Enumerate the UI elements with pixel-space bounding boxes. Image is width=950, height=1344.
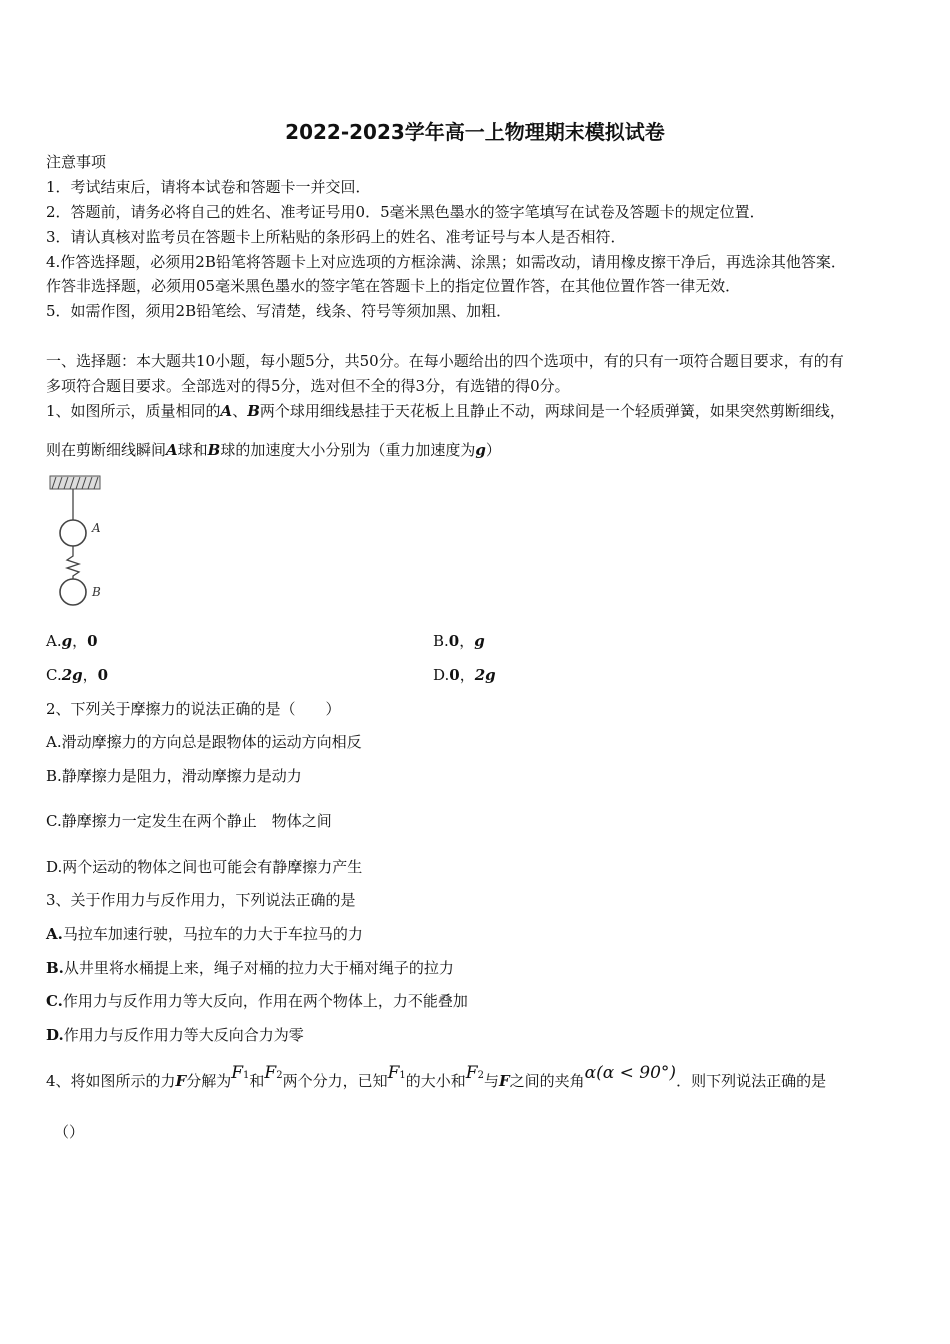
option-text: 马拉车加速行驶，马拉车的力大于车拉马的力 [62,925,363,943]
q1-text-post: 两个球用细线悬挂于天花板上且静止不动，两球间是一个轻质弹簧，如果突然剪断细线， [259,402,845,420]
option-key: B. [46,959,64,977]
q4-f1b [388,1063,406,1083]
option-value: 2g [61,666,83,684]
f1-symbol: F [231,1063,244,1083]
q2-option-d: D.两个运动的物体之间也可能会有静摩擦力产生 [46,858,363,876]
q1-text2-mid: 球和 [177,441,208,459]
notice-item-1: 1．考试结束后，请将本试卷和答题卡一并交回． [46,178,371,196]
q1-option-a [46,631,98,651]
option-value: 0 [449,666,460,684]
q1-text2: 则在剪断细线瞬间 [46,441,167,459]
notice-item-3: 3．请认真核对监考员在答题卡上所粘贴的条形码上的姓名、准考证号与本人是否相符． [46,228,626,246]
option-key: B. [433,632,449,650]
q1-text: 1、如图所示，质量相同的 [46,402,221,420]
q1-ball-a2: A [166,441,178,459]
option-value: 0 [448,632,460,650]
q4-text: 两个分力，已知 [282,1072,388,1090]
option-text: 从井里将水桶提上来，绳子对桶的拉力大于桶对绳子的拉力 [63,959,454,977]
option-key: A. [46,632,62,650]
q4-text: 分解为 [186,1072,232,1090]
f2-symbol: F [264,1063,277,1083]
q4-text: 之间的夹角 [509,1072,585,1090]
f1-subscript: 1 [243,1070,250,1081]
q1-option-d [433,665,496,685]
q1-ball-b: B [247,402,260,420]
option-sep: ， [82,666,98,684]
q1-sep: 、 [232,402,248,420]
option-key: D. [46,1026,64,1044]
f2-subscript: 2 [276,1070,283,1081]
notice-item-5: 5．如需作图，须用2B铅笔绘、写清楚，线条、符号等须加黑、加粗． [46,302,512,320]
q4-text: ．则下列说法正确的是 [676,1072,827,1090]
option-key: A. [46,925,63,943]
option-key: C. [46,992,63,1010]
ceiling-hatch [50,476,100,489]
f1-symbol: F [387,1063,400,1083]
option-value: 0 [87,632,98,650]
option-sep: ， [459,632,475,650]
spring-balls-figure [46,472,116,612]
q2-stem: 2、下列关于摩擦力的说法正确的是（ ） [46,700,341,718]
option-key: C. [46,666,62,684]
q2-option-c: C.静摩擦力一定发生在两个静止 物体之间 [46,812,332,830]
q4-force-f: F [175,1072,187,1090]
q1-ball-a: A [220,402,233,420]
section-heading-line2: 多项符合题目要求。全部选对的得5分，选对但不全的得3分，有选错的得0分。 [46,377,570,395]
q1-text2-post: 球的加速度大小分别为（重力加速度为 [220,441,476,459]
page-title: 2022-2023学年高一上物理期末模拟试卷 [285,120,665,144]
f2-symbol: F [465,1063,478,1083]
spring [67,546,79,579]
label-a: A [92,521,101,535]
q4-f2b [466,1063,484,1083]
notice-item-4-cont: 作答非选择题，必须用05毫米黑色墨水的签字笔在答题卡上的指定位置作答，在其他位置作答一律无效． [46,277,741,295]
q4-stem [46,1063,826,1102]
q1-close-paren: ） [485,441,501,459]
q1-option-b [433,631,485,651]
q1-ball-b2: B [207,441,221,459]
f1-subscript: 1 [399,1070,406,1081]
q2-option-b: B.静摩擦力是阻力，滑动摩擦力是动力 [46,767,302,785]
option-value: 2g [474,666,496,684]
q3-option-d [46,1025,304,1045]
q4-force-f: F [498,1072,510,1090]
q3-stem: 3、关于作用力与反作用力，下列说法正确的是 [46,891,356,909]
option-text: 作用力与反作用力等大反向合力为零 [63,1026,304,1044]
notice-heading: 注意事项 [46,153,107,171]
q1-stem-line2 [46,440,501,460]
option-value: g [474,632,485,650]
notice-item-2: 2．答题前，请务必将自己的姓名、准考证号用0．5毫米黑色墨水的签字笔填写在试卷及答题卡的规定位置． [46,203,765,221]
q4-text: 4、将如图所示的力 [46,1072,176,1090]
section-heading-line1: 一、选择题：本大题共10小题，每小题5分，共50分。在每小题给出的四个选项中，有的只有一项符合题目要求，有的有 [46,352,844,370]
q4-f1 [231,1063,249,1083]
label-b: B [92,585,101,599]
q2-option-a: A.滑动摩擦力的方向总是跟物体的运动方向相反 [46,733,362,751]
ball-b [60,579,86,605]
q1-gravity-symbol: g [475,441,486,459]
ball-a [60,520,86,546]
option-value: g [61,632,73,650]
option-sep: ， [459,666,475,684]
notice-item-4: 4.作答选择题，必须用2B铅笔将答题卡上对应选项的方框涂满、涂黑；如需改动，请用橡皮擦干净后，再选涂其他答案． [46,253,846,271]
q4-f2 [264,1063,282,1083]
option-key: D. [433,666,450,684]
q3-option-c [46,991,468,1011]
q4-text: 与 [483,1072,499,1090]
option-text: 作用力与反作用力等大反向，作用在两个物体上，力不能叠加 [62,992,468,1010]
q1-option-c [46,665,108,685]
f2-subscript: 2 [477,1070,484,1081]
q3-option-b [46,958,454,978]
q4-answer-paren: （） [54,1123,85,1141]
option-value: 0 [97,666,109,684]
q3-option-a [46,924,363,944]
q1-stem-line1 [46,401,845,421]
q4-text: 的大小和 [405,1072,466,1090]
q4-angle: α(α < 90°) [584,1063,677,1083]
option-sep: ， [72,632,88,650]
q4-text: 和 [249,1072,265,1090]
